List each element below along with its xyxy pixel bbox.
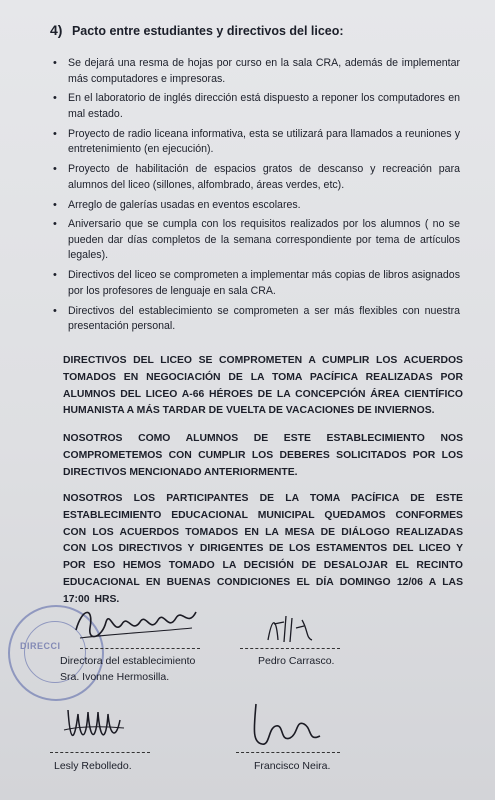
list-item: • En el laboratorio de inglés dirección está dispuesto a reponer los computadores en mal estado. <box>68 91 460 122</box>
signature-line <box>50 752 150 753</box>
rebolledo-signature <box>60 700 130 752</box>
list-item: • Directivos del liceo se comprometen a implementar más copias de libros asignados por los profesores de lenguaje en sala CRA. <box>68 268 460 299</box>
signature-line <box>80 648 200 649</box>
section-number: 4) <box>50 22 63 38</box>
list-item: • Proyecto de radio liceana informativa, esta se utilizará para llamados a reuniones y entretenimiento (en ejecución). <box>68 127 460 158</box>
list-item: • Directivos del establecimiento se comprometen a ser más flexibles con nuestra presentación personal. <box>68 304 460 335</box>
section-title: Pacto entre estudiantes y directivos del liceo: <box>71 24 344 38</box>
list-item: • Se dejará una resma de hojas por curso en la sala CRA, además de implementar más computadores e impresoras. <box>68 56 460 87</box>
rebolledo-name: Lesly Rebolledo. <box>54 760 132 772</box>
stamp-text: DIRECCI <box>20 641 61 651</box>
director-role: Directora del establecimiento <box>60 655 196 667</box>
list-item: • Arreglo de galerías usadas en eventos escolares. <box>68 198 460 214</box>
neira-signature <box>246 698 326 752</box>
section-heading <box>50 22 344 38</box>
list-item: • Proyecto de habilitación de espacios gratos de descanso y recreación para alumnos del liceo (sillones, alfombrado, áreas verdes, etc). <box>68 162 460 193</box>
signature-line <box>236 752 340 753</box>
agreement-paragraph-eviction: NOSOTROS LOS PARTICIPANTES DE LA TOMA PACÍFICA DE ESTE ESTABLECIMIENTO EDUCACIONAL MUNICIPAL QUEDAMOS CONFORMES CON LOS ACUERDOS TOMADOS EN LA MESA DE DIÁLOGO REALIZADAS CON LOS DIRECTIVOS Y DIRIGENTES DE LOS ESTAMENTOS DEL LICEO Y POR ESO HEMOS TOMADO LA DECISIÓN DE DESALOJAR EL RECINTO EDUCACIONAL EN BUENAS CONDICIONES EL DÍA DOMINGO 12/06 A LAS 17:00 HRS. <box>63 493 463 605</box>
neira-name: Francisco Neira. <box>254 760 331 772</box>
commitment-paragraph-students: NOSOTROS COMO ALUMNOS DE ESTE ESTABLECIMIENTO NOS COMPROMETEMOS CON CUMPLIR LOS DEBERES SOLICITADOS POR LOS DIRECTIVOS MENCIONADO ANTERIORMENTE. <box>63 433 463 478</box>
list-item: • Aniversario que se cumpla con los requisitos realizados por los alumnos ( no se pueden dar días completos de la semana correspondiente por tema de artículos legales). <box>68 217 460 264</box>
director-signature <box>72 598 202 648</box>
signature-line <box>240 648 340 649</box>
carrasco-signature <box>262 610 322 650</box>
director-name: Sra. Ivonne Hermosilla. <box>60 671 170 683</box>
carrasco-name: Pedro Carrasco. <box>258 655 335 667</box>
pact-list <box>68 56 460 339</box>
commitment-paragraph-directors: DIRECTIVOS DEL LICEO SE COMPROMETEN A CUMPLIR LOS ACUERDOS TOMADOS EN NEGOCIACIÓN DE LA TOMA PACÍFICA REALIZADAS POR ALUMNOS DEL LICEO A-66 HÉROES DE LA CONCEPCIÓN ÁREA CIENTÍFICO HUMANISTA A MÁS TARDAR DE VUELTA DE VACACIONES DE INVIERNOS. <box>63 355 463 417</box>
